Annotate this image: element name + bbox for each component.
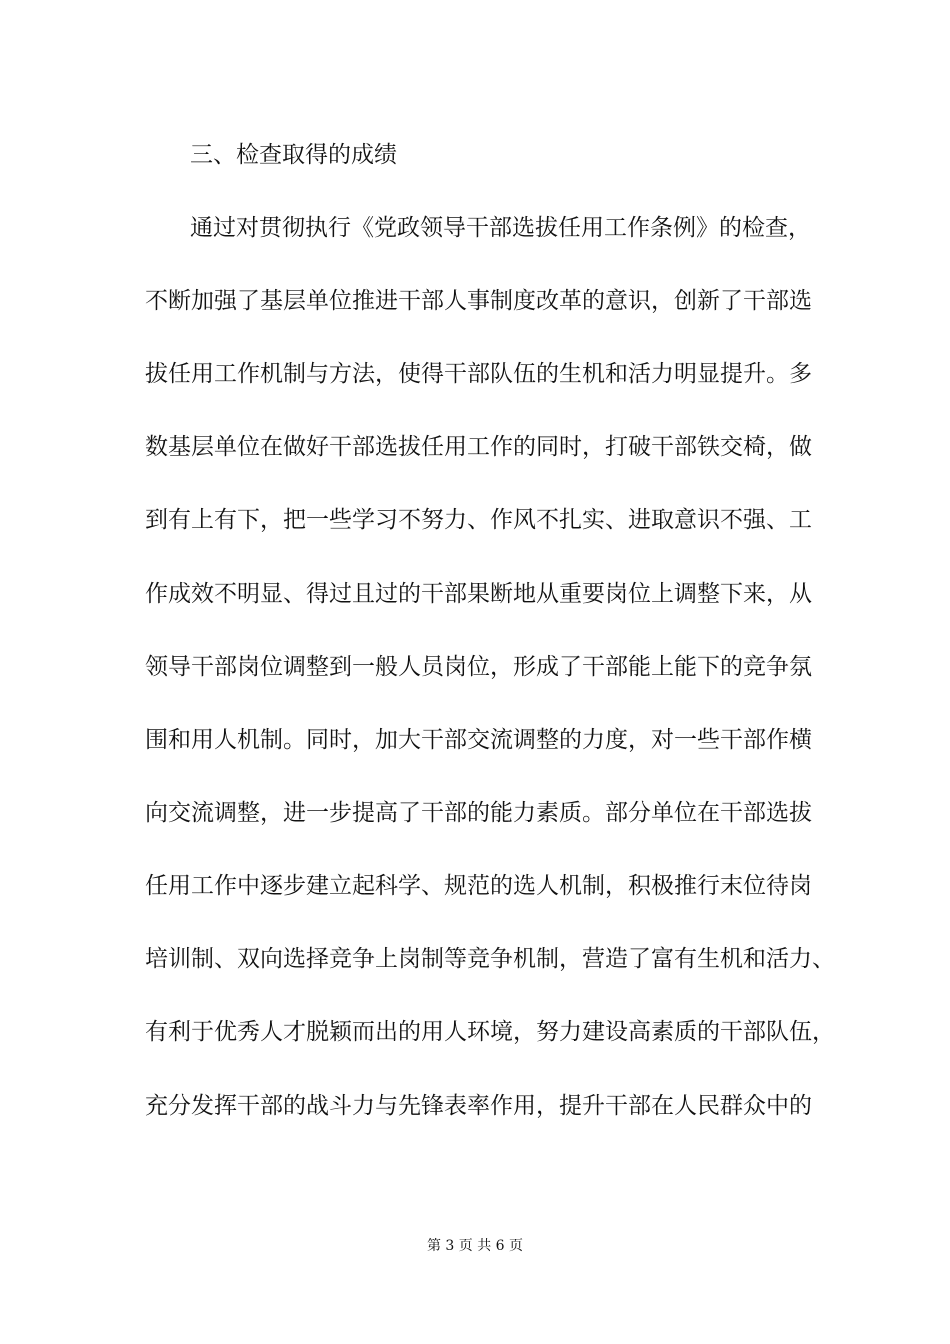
paragraph-line: 到有上有下，把一些学习不努力、作风不扎实、进取意识不强、工 (145, 507, 812, 533)
paragraph-line: 领导干部岗位调整到一般人员岗位，形成了干部能上能下的竞争氛 (145, 654, 812, 680)
paragraph-line: 数基层单位在做好干部选拔任用工作的同时，打破干部铁交椅，做 (145, 434, 812, 460)
page-number-footer: 第 3 页 共 6 页 (426, 1238, 524, 1254)
section-heading: 三、检查取得的成绩 (190, 142, 397, 168)
paragraph-line: 充分发挥干部的战斗力与先锋表率作用，提升干部在人民群众中的 (145, 1093, 812, 1119)
paragraph-line: 任用工作中逐步建立起科学、规范的选人机制，积极推行末位待岗 (145, 873, 812, 899)
paragraph-line: 围和用人机制。同时，加大干部交流调整的力度，对一些干部作横 (145, 727, 812, 753)
paragraph-line: 通过对贯彻执行《党政领导干部选拔任用工作条例》的检查， (190, 215, 811, 241)
paragraph-line: 有利于优秀人才脱颖而出的用人环境，努力建设高素质的干部队伍， (145, 1019, 835, 1045)
paragraph-line: 培训制、双向选择竞争上岗制等竞争机制，营造了富有生机和活力、 (145, 946, 835, 972)
paragraph-line: 向交流调整，进一步提高了干部的能力素质。部分单位在干部选拔 (145, 800, 812, 826)
paragraph-line: 作成效不明显、得过且过的干部果断地从重要岗位上调整下来，从 (145, 581, 812, 607)
paragraph-line: 不断加强了基层单位推进干部人事制度改革的意识，创新了干部选 (145, 288, 812, 314)
paragraph-line: 拔任用工作机制与方法，使得干部队伍的生机和活力明显提升。多 (145, 361, 812, 387)
